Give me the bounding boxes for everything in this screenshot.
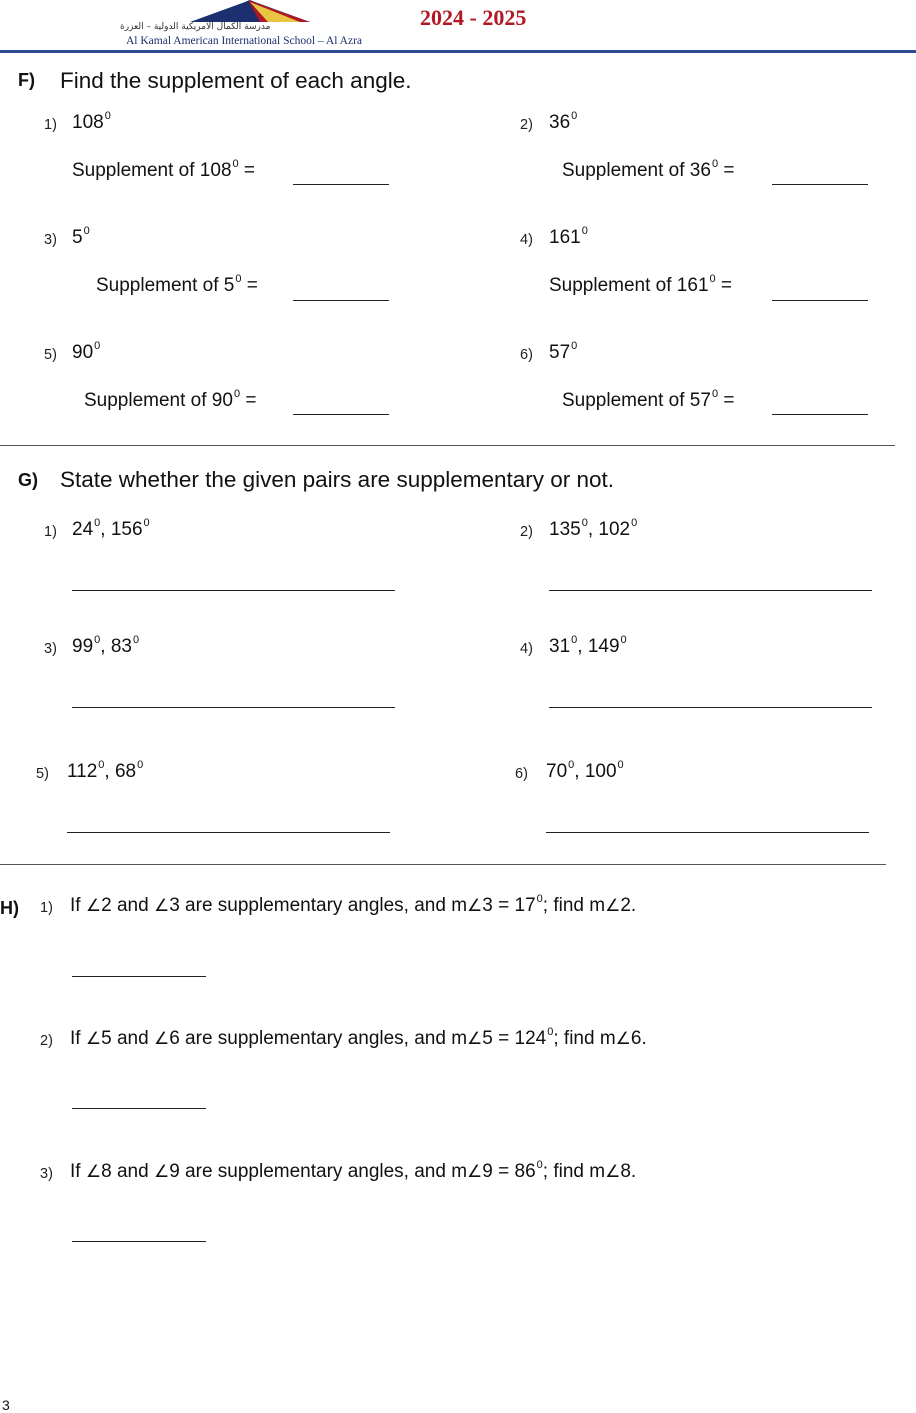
section-g-title: State whether the given pairs are supplementary or not. [60, 467, 615, 492]
section-divider [0, 864, 886, 865]
answer-blank[interactable] [72, 590, 395, 591]
item-number: 1) [44, 117, 57, 133]
angle-value: $90^0$ [72, 340, 101, 363]
item-number: 1) [44, 524, 57, 540]
item-number: 3) [44, 232, 57, 248]
answer-blank[interactable] [293, 184, 389, 185]
question-text: If ∠2 and ∠3 are supplementary angles, and m∠3 = $17^0$; find m∠2. [70, 893, 637, 916]
angle-pair: $99^0$, $83^0$ [72, 634, 140, 657]
section-f-title: Find the supplement of each angle. [60, 68, 412, 93]
supplement-prompt: Supplement of $108^0$ = [72, 158, 256, 181]
item-number: 5) [36, 766, 49, 782]
item-number: 2) [520, 117, 533, 133]
item-number: 4) [520, 232, 533, 248]
angle-value: $5^0$ [72, 225, 90, 248]
answer-blank[interactable] [293, 300, 389, 301]
supplement-prompt: Supplement of $57^0$ = [562, 388, 735, 411]
supplement-prompt: Supplement of $36^0$ = [562, 158, 735, 181]
answer-blank[interactable] [72, 707, 395, 708]
school-name: Al Kamal American International School – Al Azra [126, 35, 363, 47]
item-number: 4) [520, 641, 533, 657]
angle-value: $108^0$ [72, 110, 111, 133]
section-h-letter: H) [0, 898, 19, 918]
item-number: 2) [40, 1033, 53, 1049]
answer-blank[interactable] [293, 414, 389, 415]
item-number: 5) [44, 347, 57, 363]
header-rule [0, 50, 916, 53]
angle-pair: $24^0$, $156^0$ [72, 517, 150, 540]
supplement-prompt: Supplement of $161^0$ = [549, 273, 733, 296]
question-text: If ∠5 and ∠6 are supplementary angles, and m∠5 = $124^0$; find m∠6. [70, 1026, 647, 1049]
item-number: 3) [40, 1166, 53, 1182]
item-number: 3) [44, 641, 57, 657]
section-divider [0, 445, 895, 446]
angle-value: $161^0$ [549, 225, 588, 248]
answer-blank[interactable] [549, 590, 872, 591]
item-number: 6) [520, 347, 533, 363]
section-f-letter: F) [18, 70, 35, 90]
answer-blank[interactable] [67, 832, 390, 833]
answer-blank[interactable] [549, 707, 872, 708]
supplement-prompt: Supplement of $5^0$ = [96, 273, 258, 296]
question-text: If ∠8 and ∠9 are supplementary angles, and m∠9 = $86^0$; find m∠8. [70, 1159, 637, 1182]
answer-blank[interactable] [772, 184, 868, 185]
supplement-prompt: Supplement of $90^0$ = [84, 388, 257, 411]
school-name-arabic: مدرسة الكمال الأمريكية الدولية – العزرة [120, 22, 271, 32]
answer-blank[interactable] [72, 1241, 206, 1242]
angle-pair: $135^0$, $102^0$ [549, 517, 638, 540]
answer-blank[interactable] [546, 832, 869, 833]
academic-year: 2024 - 2025 [420, 5, 527, 30]
angle-pair: $31^0$, $149^0$ [549, 634, 627, 657]
page-number: 3 [2, 1397, 10, 1413]
angle-pair: $70^0$, $100^0$ [546, 759, 624, 782]
answer-blank[interactable] [772, 300, 868, 301]
item-number: 1) [40, 900, 53, 916]
answer-blank[interactable] [72, 976, 206, 977]
angle-value: $57^0$ [549, 340, 578, 363]
item-number: 6) [515, 766, 528, 782]
item-number: 2) [520, 524, 533, 540]
section-g-letter: G) [18, 470, 38, 490]
answer-blank[interactable] [772, 414, 868, 415]
school-logo [150, 0, 350, 22]
angle-value: $36^0$ [549, 110, 578, 133]
angle-pair: $112^0$, $68^0$ [67, 759, 144, 782]
answer-blank[interactable] [72, 1108, 206, 1109]
